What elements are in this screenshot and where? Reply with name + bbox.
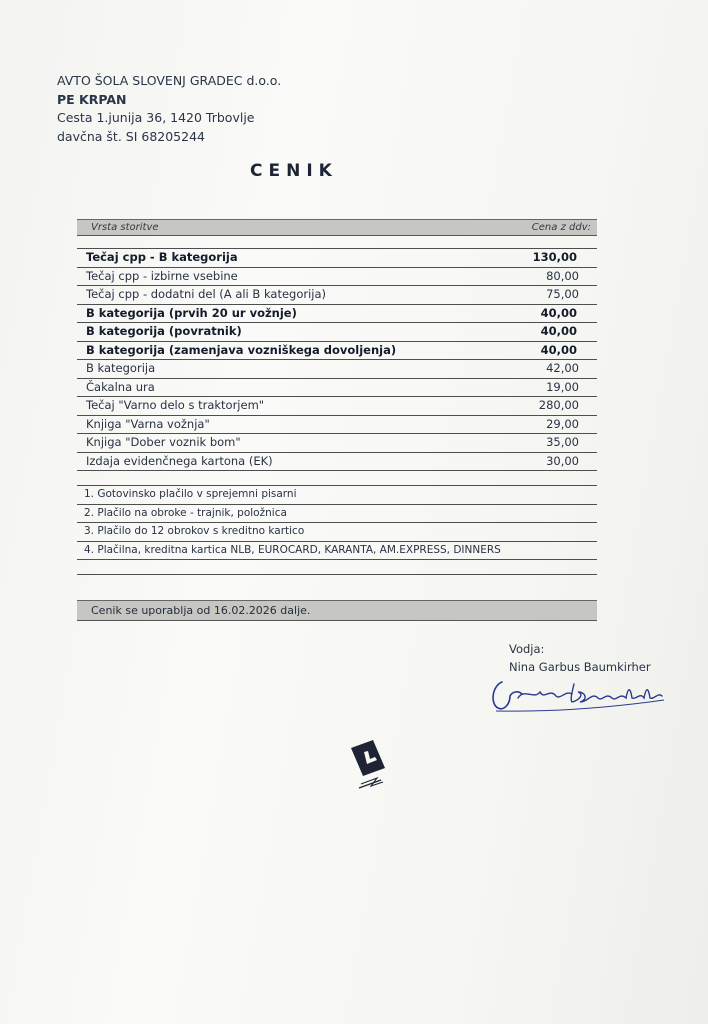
table-spacer [77,471,597,486]
price-table [77,219,597,575]
service-name: B kategorija [86,361,156,375]
service-name: Tečaj cpp - izbirne vsebine [86,268,238,283]
company-tax-id: davčna št. SI 68205244 [57,128,205,144]
service-price: 40,00 [540,324,577,338]
company-name: AVTO ŠOLA SLOVENJ GRADEC d.o.o. [57,73,282,88]
table-row [77,268,597,287]
table-row [77,323,597,342]
service-name: Tečaj "Varno delo s traktorjem" [86,398,265,412]
service-price: 42,00 [546,361,579,375]
payment-option [77,486,597,505]
service-name: Tečaj cpp - B kategorija [86,250,238,264]
table-row [77,434,597,453]
table-row [77,416,597,435]
service-name: B kategorija (povratnik) [86,324,242,338]
validity-text: Cenik se uporablja od 16.02.2026 dalje. [91,604,311,617]
service-name: Knjiga "Varna vožnja" [86,416,210,431]
service-price: 29,00 [546,416,579,431]
validity-note [77,600,597,621]
signer-name: Nina Garbus Baumkirher [509,660,651,674]
service-name: Knjiga "Dober voznik bom" [86,435,241,449]
signer-role: Vodja: [509,642,545,656]
table-row [77,397,597,416]
payment-option [77,542,597,561]
table-row [77,453,597,472]
service-price: 80,00 [546,268,579,283]
service-price: 75,00 [546,287,579,301]
table-row [77,342,597,361]
service-price: 130,00 [532,250,577,264]
table-header [77,219,597,236]
service-price: 40,00 [540,342,577,357]
service-price: 280,00 [538,398,579,412]
company-address: Cesta 1.junija 36, 1420 Trbovlje [57,110,255,125]
handwritten-signature [488,670,678,715]
service-name: B kategorija (zamenjava vozniškega dovoljenja) [86,342,397,357]
table-row [77,305,597,324]
service-name: Tečaj cpp - dodatni del (A ali B kategorija) [86,287,327,301]
column-header-price: Cena z ddv: [531,222,591,233]
service-price: 40,00 [540,305,577,320]
table-row [77,286,597,305]
page-title: CENIK [250,161,338,181]
table-spacer [77,236,597,249]
payment-option-text: 3. Plačilo do 12 obrokov s kreditno kartico [84,525,305,537]
company-stamp [311,702,431,822]
service-price: 30,00 [546,453,579,468]
company-unit: PE KRPAN [57,91,127,107]
service-name: B kategorija (prvih 20 ur vožnje) [86,305,297,320]
payment-option [77,505,597,524]
table-row [77,360,597,379]
column-header-service: Vrsta storitve [91,222,159,233]
service-price: 35,00 [546,435,579,449]
service-price: 19,00 [546,379,579,394]
payment-option-text: 2. Plačilo na obroke - trajnik, položnica [84,506,287,519]
service-name: Izdaja evidenčnega kartona (EK) [86,453,273,468]
table-row [77,249,597,268]
table-row [77,379,597,398]
service-name: Čakalna ura [86,379,155,394]
payment-option [77,523,597,542]
payment-option-text: 1. Gotovinsko plačilo v sprejemni pisarni [84,488,297,500]
payment-option-text: 4. Plačilna, kreditna kartica NLB, EUROCARD, KARANTA, AM.EXPRESS, DINNERS [84,543,501,556]
table-spacer [77,560,597,575]
company-header [57,72,281,146]
